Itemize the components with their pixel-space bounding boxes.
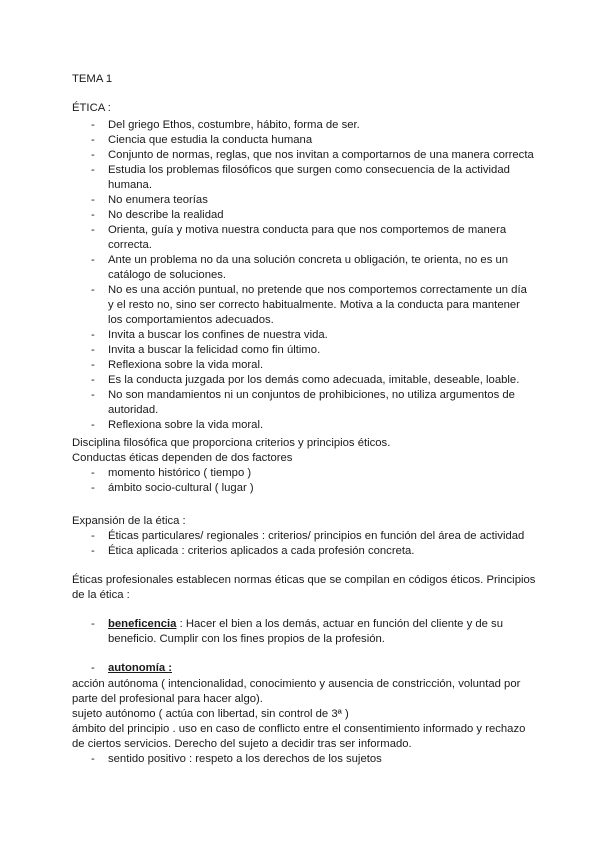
profesionales-line-2: de la ética : [72,589,130,601]
bullet-dash: - [91,164,95,176]
list-item-continuation [0,238,600,253]
list-item-text: catálogo de soluciones. [108,269,227,281]
beneficencia-definition-line-2: beneficio. Cumplir con los fines propios de la profesión. [108,633,385,645]
list-item-text: Invita a buscar los confines de nuestra vida. [108,329,328,341]
list-item [0,283,600,298]
list-item-continuation [0,403,600,418]
bullet-dash: - [91,618,95,630]
list-item [0,544,600,559]
list-item [0,148,600,163]
list-item-text: momento histórico ( tiempo ) [108,467,252,479]
list-item [0,193,600,208]
list-item-continuation [0,178,600,193]
list-item-text: No son mandamientos ni un conjuntos de prohibiciones, no utiliza argumentos de [108,389,515,401]
list-item-text: correcta. [108,239,152,251]
bullet-dash: - [91,374,95,386]
list-item [0,163,600,178]
disciplina-line: Disciplina filosófica que proporciona criterios y principios éticos. [72,437,391,449]
list-item [0,118,600,133]
list-item-continuation [0,313,600,328]
list-item-text: Reflexiona sobre la vida moral. [108,419,264,431]
expansion-heading: Expansión de la ética : [72,515,186,527]
conductas-heading: Conductas éticas dependen de dos factores [72,452,293,464]
list-item-text: Ciencia que estudia la conducta humana [108,134,313,146]
list-item-text: humana. [108,179,152,191]
beneficencia-item [0,617,600,632]
bullet-dash: - [91,149,95,161]
list-item-text: Invita a buscar la felicidad como fin último. [108,344,321,356]
list-item [0,223,600,238]
document-title: TEMA 1 [72,73,113,85]
list-item [0,418,600,433]
sentido-positivo-text: sentido positivo : respeto a los derechos de los sujetos [108,753,382,765]
list-item-text: No es una acción puntual, no pretende que nos comportemos correctamente un día [108,284,527,296]
list-item-text: Ética aplicada : criterios aplicados a cada profesión concreta. [108,545,415,557]
bullet-dash: - [91,662,95,674]
list-item [0,133,600,148]
bullet-dash: - [91,119,95,131]
bullet-dash: - [91,530,95,542]
list-item-text: autoridad. [108,404,159,416]
bullet-dash: - [91,753,95,765]
list-item [0,208,600,223]
list-item-text: Orienta, guía y motiva nuestra conducta para que nos comportemos de manera [108,224,507,236]
autonomia-line-5: de ciertos servicios. Derecho del sujeto a decidir tras ser informado. [72,738,412,750]
bullet-dash: - [91,134,95,146]
bullet-dash: - [91,224,95,236]
list-item [0,328,600,343]
list-item-text: Ante un problema no da una solución concreta u obligación, te orienta, no es un [108,254,509,266]
list-item-text: No describe la realidad [108,209,224,221]
bullet-dash: - [91,467,95,479]
sentido-positivo-item [0,752,600,767]
bullet-dash: - [91,209,95,221]
list-item [0,373,600,388]
list-item-text: No enumera teorías [108,194,208,206]
list-item-text: Estudia los problemas filosóficos que surgen como consecuencia de la actividad [108,164,510,176]
bullet-dash: - [91,389,95,401]
etica-heading: ÉTICA : [72,102,111,114]
bullet-dash: - [91,254,95,266]
bullet-dash: - [91,419,95,431]
list-item [0,343,600,358]
autonomia-term: autonomía : [108,662,173,674]
list-item-text: ámbito socio-cultural ( lugar ) [108,482,254,494]
autonomia-line-1: acción autónoma ( intencionalidad, conocimiento y ausencia de constricción, voluntad por [72,678,521,690]
list-item [0,481,600,496]
beneficencia-definition: : Hacer el bien a los demás, actuar en función del cliente y de su [176,618,503,630]
bullet-dash: - [91,359,95,371]
list-item [0,388,600,403]
beneficencia-term: beneficencia [108,618,177,630]
autonomia-line-4: ámbito del principio . uso en caso de conflicto entre el consentimiento informado y rechazo [72,723,526,735]
list-item-text: los comportamientos adecuados. [108,314,274,326]
list-item-text: Conjunto de normas, reglas, que nos invitan a comportarnos de una manera correcta [108,149,534,161]
list-item-text: Del griego Ethos, costumbre, hábito, forma de ser. [108,119,360,131]
bullet-dash: - [91,194,95,206]
bullet-dash: - [91,545,95,557]
bullet-dash: - [91,344,95,356]
autonomia-line-2: parte del profesional para hacer algo). [72,693,263,705]
list-item [0,253,600,268]
autonomia-line-3: sujeto autónomo ( actúa con libertad, sin control de 3ª ) [72,708,349,720]
bullet-dash: - [91,284,95,296]
profesionales-line-1: Éticas profesionales establecen normas éticas que se compilan en códigos éticos. Principios [72,574,536,586]
list-item-text: Éticas particulares/ regionales : criterios/ principios en función del área de actividad [108,530,525,542]
autonomia-item [0,661,600,676]
list-item-continuation [0,268,600,283]
list-item-text: Reflexiona sobre la vida moral. [108,359,264,371]
list-item-text: y el resto no, sino ser correcto habitualmente. Motiva a la conducta para mantener [108,299,520,311]
list-item [0,529,600,544]
bullet-dash: - [91,482,95,494]
bullet-dash: - [91,329,95,341]
list-item-text: Es la conducta juzgada por los demás como adecuada, imitable, deseable, loable. [108,374,520,386]
list-item [0,358,600,373]
list-item-continuation [0,298,600,313]
list-item [0,466,600,481]
